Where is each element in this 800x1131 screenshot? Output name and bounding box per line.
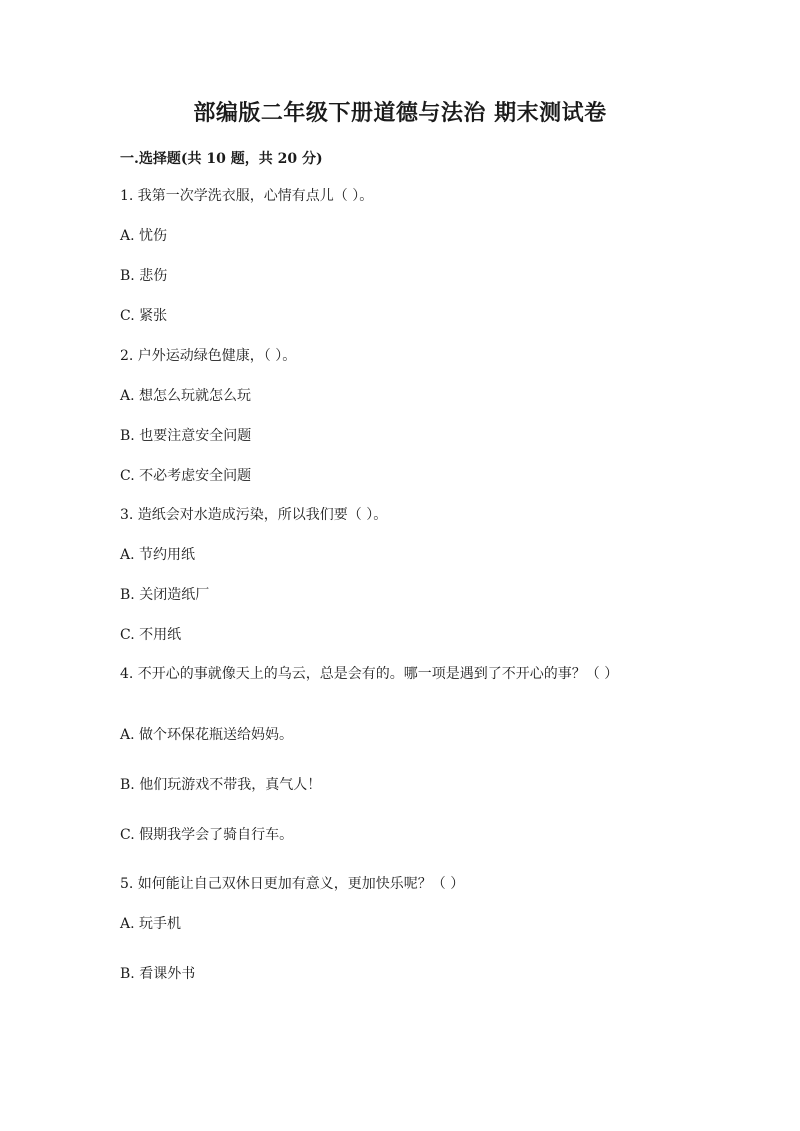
question-4-option-c: C. 假期我学会了骑自行车。 xyxy=(120,827,294,843)
question-3-option-a: A. 节约用纸 xyxy=(120,547,196,563)
question-2-stem: 2. 户外运动绿色健康，（ ）。 xyxy=(120,348,297,364)
question-5-stem: 5. 如何能让自己双休日更加有意义，更加快乐呢？（ ） xyxy=(120,876,465,892)
section-heading: 一.选择题(共 10 题，共 20 分) xyxy=(120,151,323,167)
question-5-option-a: A. 玩手机 xyxy=(120,916,182,932)
question-3-stem: 3. 造纸会对水造成污染，所以我们要（ ）。 xyxy=(120,507,388,523)
question-1-option-a: A. 忧伤 xyxy=(120,228,168,244)
question-5-option-b: B. 看课外书 xyxy=(120,966,196,982)
question-4-stem: 4. 不开心的事就像天上的乌云，总是会有的。哪一项是遇到了不开心的事？（ ） xyxy=(120,666,619,682)
question-1-option-b: B. 悲伤 xyxy=(120,268,168,284)
question-2-option-c: C. 不必考虑安全问题 xyxy=(120,468,252,484)
question-4-option-b: B. 他们玩游戏不带我，真气人！ xyxy=(120,777,322,793)
question-4-option-a: A. 做个环保花瓶送给妈妈。 xyxy=(120,727,294,743)
question-1-option-c: C. 紧张 xyxy=(120,308,168,324)
question-2-option-a: A. 想怎么玩就怎么玩 xyxy=(120,388,252,404)
question-2-option-b: B. 也要注意安全问题 xyxy=(120,428,252,444)
question-1-stem: 1. 我第一次学洗衣服，心情有点儿（ ）。 xyxy=(120,188,374,204)
page-title: 部编版二年级下册道德与法治 期末测试卷 xyxy=(193,100,607,126)
question-3-option-b: B. 关闭造纸厂 xyxy=(120,587,210,603)
question-3-option-c: C. 不用纸 xyxy=(120,627,182,643)
